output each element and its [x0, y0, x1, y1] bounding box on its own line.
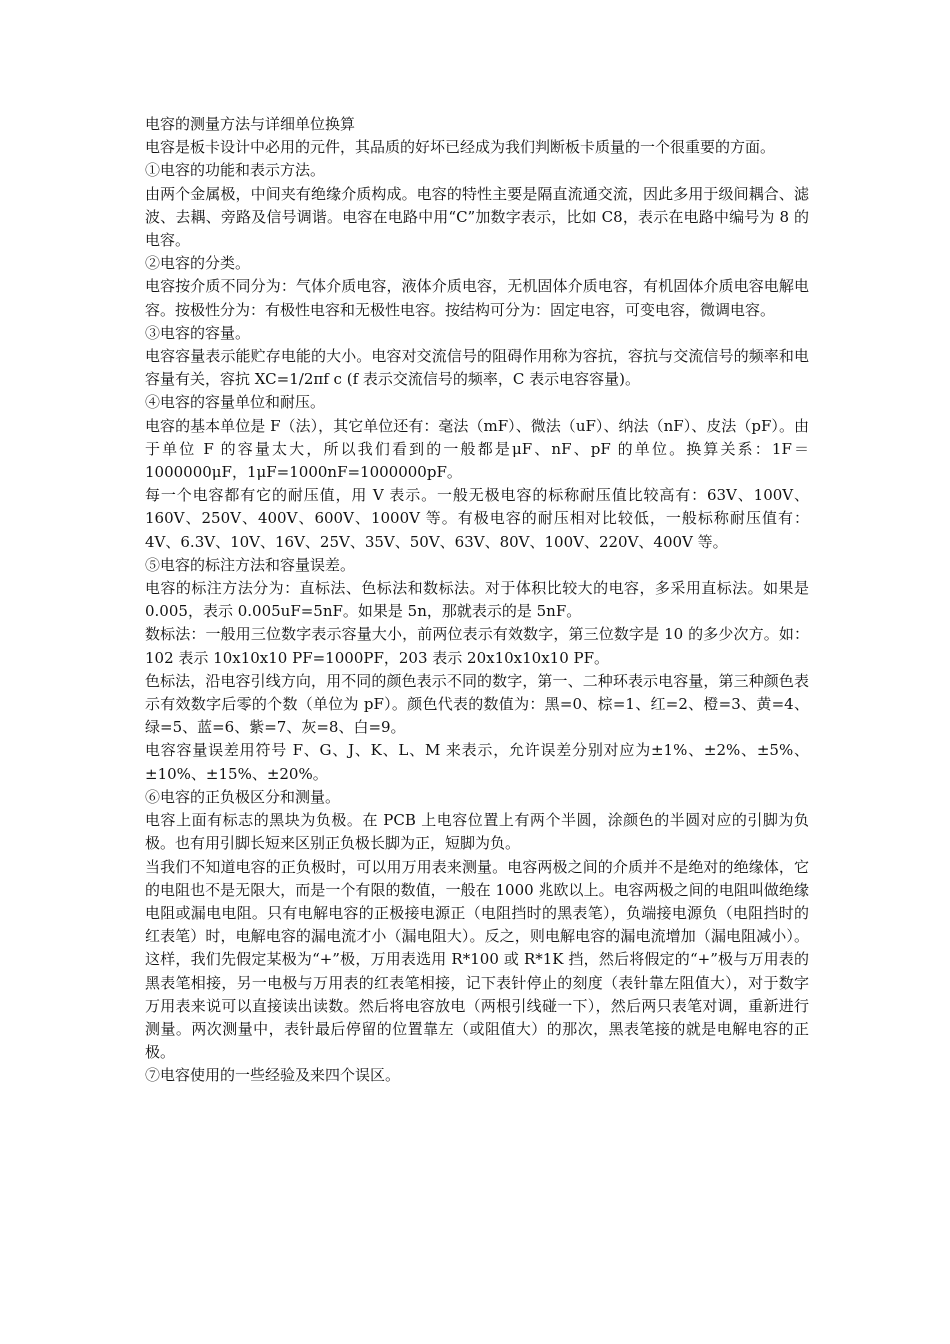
section-heading-2: ②电容的分类。	[145, 254, 251, 273]
section-1-paragraph: 由两个金属极，中间夹有绝缘介质构成。电容的特性主要是隔直流通交流，因此多用于级间耦合、滤波、去耦、旁路及信号调谐。电容在电路中用“C”加数字表示，比如 C8，表示在电路中编号为 8 的电容。	[145, 184, 809, 250]
section-heading-4: ④电容的容量单位和耐压。	[145, 393, 326, 412]
section-4-paragraph-voltage: 每一个电容都有它的耐压值，用 V 表示。一般无极电容的标称耐压值比较高有：63V、100V、160V、250V、400V、600V、1000V 等。有极电容的耐压相对比较低，一般标称耐压值有：4V、6.3V、10V、16V、25V、35V、50V、63V、80V、100V、220V、400V 等。	[145, 486, 809, 551]
section-5-paragraph-color: 色标法，沿电容引线方向，用不同的颜色表示不同的数字，第一、二种环表示电容量，第三种颜色表示有效数字后零的个数（单位为 pF）。颜色代表的数值为：黑=0、棕=1、红=2、橙=3、黄=4、绿=5、蓝=6、紫=7、灰=8、白=9。	[145, 671, 809, 737]
section-heading-1: ①电容的功能和表示方法。	[145, 161, 326, 180]
document-body	[145, 113, 809, 1088]
section-heading-3: ③电容的容量。	[145, 323, 251, 342]
section-5-paragraph-numeric: 数标法：一般用三位数字表示容量大小，前两位表示有效数字，第三位数字是 10 的多少次方。如：102 表示 10x10x10 PF=1000PF，203 表示 20x10x10x10 PF。	[145, 625, 809, 667]
intro-paragraph: 电容是板卡设计中必用的元件，其品质的好坏已经成为我们判断板卡质量的一个很重要的方面。	[145, 138, 776, 157]
section-5-paragraph-marking: 电容的标注方法分为：直标法、色标法和数标法。对于体积比较大的电容，多采用直标法。如果是 0.005，表示 0.005uF=5nF。如果是 5n，那就表示的是 5nF。	[145, 579, 809, 621]
section-6-paragraph-marking: 电容上面有标志的黑块为负极。在 PCB 上电容位置上有两个半圆，涂颜色的半圆对应的引脚为负极。也有用引脚长短来区别正负极长脚为正，短脚为负。	[145, 811, 809, 853]
section-2-paragraph: 电容按介质不同分为：气体介质电容，液体介质电容，无机固体介质电容，有机固体介质电容电解电容。按极性分为：有极性电容和无极性电容。按结构可分为：固定电容，可变电容，微调电容。	[145, 277, 809, 319]
section-heading-6: ⑥电容的正负极区分和测量。	[145, 787, 341, 806]
section-5-paragraph-tolerance: 电容容量误差用符号 F、G、J、K、L、M 来表示，允许误差分别对应为±1%、±2%、±5%、±10%、±15%、±20%。	[145, 741, 809, 783]
section-heading-5: ⑤电容的标注方法和容量误差。	[145, 555, 356, 574]
section-6-paragraph-measurement: 当我们不知道电容的正负极时，可以用万用表来测量。电容两极之间的介质并不是绝对的绝缘体，它的电阻也不是无限大，而是一个有限的数值，一般在 1000 兆欧以上。电容两极之间的电阻叫做绝缘电阻或漏电电阻。只有电解电容的正极接电源正（电阻挡时的黑表笔），负端接电源负（电阻挡时的红表笔）时，电解电容的漏电流才小（漏电阻大）。反之，则电解电容的漏电流增加（漏电阻减小）。这样，我们先假定某极为“+”极，万用表选用 R*100 或 R*1K 挡，然后将假定的“+”极与万用表的黑表笔相接，另一电极与万用表的红表笔相接，记下表针停止的刻度（表针靠左阻值大），对于数字万用表来说可以直接读出读数。然后将电容放电（两根引线碰一下），然后两只表笔对调，重新进行测量。两次测量中，表针最后停留的位置靠左（或阻值大）的那次，黑表笔接的就是电解电容的正极。	[145, 857, 809, 1062]
section-3-paragraph: 电容容量表示能贮存电能的大小。电容对交流信号的阻碍作用称为容抗，容抗与交流信号的频率和电容量有关，容抗 XC=1/2πf c (f 表示交流信号的频率，C 表示电容容量)。	[145, 347, 809, 389]
document-title: 电容的测量方法与详细单位换算	[145, 115, 356, 133]
section-heading-7: ⑦电容使用的一些经验及来四个误区。	[145, 1066, 401, 1085]
section-4-paragraph-units: 电容的基本单位是 F（法），其它单位还有：毫法（mF）、微法（uF）、纳法（nF）、皮法（pF）。由于单位 F 的容量太大，所以我们看到的一般都是μF、nF、pF 的单位。换算关系：1F＝1000000μF，1μF=1000nF=1000000pF。	[145, 416, 809, 482]
